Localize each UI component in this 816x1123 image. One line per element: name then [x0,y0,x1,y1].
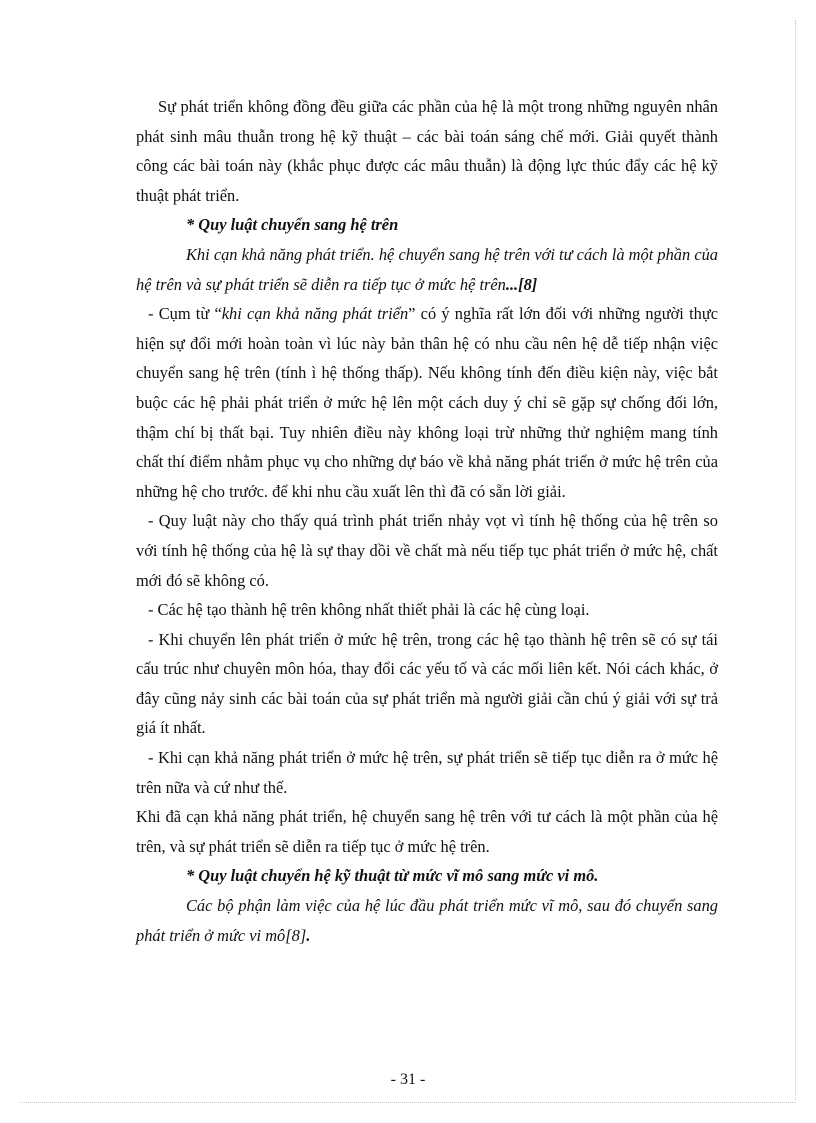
quote-supersystem-law [136,240,718,299]
page-border-right [795,20,796,1100]
bullet-italic-phrase: khi cạn khả năng phát triển [221,304,409,324]
quote-text: Khi cạn khả năng phát triển. hệ chuyển sang hệ trên với tư cách là một phần của hệ trên và sự phát triển sẽ diễn ra tiếp tục ở mức hệ trên [136,244,718,294]
quote-end: . [306,925,311,945]
paragraph-summary: Khi đã cạn khả năng phát triển, hệ chuyển sang hệ trên với tư cách là một phần của hệ trên, và sự phát triển sẽ diễn ra tiếp tục ở mức hệ trên. [136,807,718,856]
page-border-bottom [20,1102,795,1103]
quote-reference: ...[8] [505,274,538,294]
bullet-next-level: - Khi cạn khả năng phát triển ở mức hệ trên, sự phát triển sẽ tiếp tục diễn ra ở mức hệ trên nữa và cứ như thế. [136,748,718,797]
quote-macro-micro-law [136,891,718,950]
bullet-restructuring: - Khi chuyển lên phát triển ở mức hệ trên, trong các hệ tạo thành hệ trên sẽ có sự tái cấu trúc như chuyên môn hóa, thay đổi các yếu tố và các mối liên kết. Nói cách khác, ở đây cũng nảy sinh các bài toán của sự phát triển mà người giải cần chú ý giải với sự trả giá ít nhất. [136,629,718,738]
bullet-leap-development: - Quy luật này cho thấy quá trình phát triển nhảy vọt vì tính hệ thống của hệ trên so với tính hệ thống của hệ là sự thay dồi về chất mà nếu tiếp tục phát triển ở mức hệ, chất mới đó sẽ không có. [136,511,718,590]
bullet-exhausted-development [136,299,718,506]
document-body [136,92,718,950]
heading-law-transition-supersystem: * Quy luật chuyển sang hệ trên [186,215,399,235]
paragraph-uneven-development: Sự phát triển không đồng đều giữa các phần của hệ là một trong những nguyên nhân phát sinh mâu thuẫn trong hệ kỹ thuật – các bài toán sáng chế mới. Giải quyết thành công các bài toán này (khắc phục được các mâu thuẫn) là động lực thúc đẩy các hệ kỹ thuật phát triển. [136,97,718,205]
bullet-systems-not-same-type: - Các hệ tạo thành hệ trên không nhất thiết phải là các hệ cùng loại. [148,600,590,620]
bullet-rest: ” có ý nghĩa rất lớn đối với những người thực hiện sự đổi mới hoàn toàn vì lúc này bản thân hệ có nhu cầu nên hệ dễ tiếp nhận việc chuyển sang hệ trên (tính ì hệ thống thấp). Nếu không tính đến điều kiện này, việc bắt buộc các hệ phải phát triển ở mức hệ lên một cách duy ý chỉ sẽ gặp sự chống đối lớn, thậm chí bị thất bại. Tuy nhiên điều này không loại trừ những thử nghiệm mang tính chất thí điểm nhằm phục vụ cho những dự báo về khả năng phát triển ở mức hệ trên của những hệ cho trước. để khi nhu cầu xuất lên thì đã có sẵn lời giải. [136,304,718,501]
bullet-prefix: - Cụm từ “ [148,304,222,324]
heading-law-macro-to-micro: * Quy luật chuyển hệ kỹ thuật từ mức vĩ mô sang mức vi mô. [186,866,599,886]
page-number: - 31 - [390,1071,426,1088]
quote-text: Các bộ phận làm việc của hệ lúc đầu phát triển mức vĩ mô, sau đó chuyển sang phát triển ở mức vi mô[8] [136,896,718,945]
